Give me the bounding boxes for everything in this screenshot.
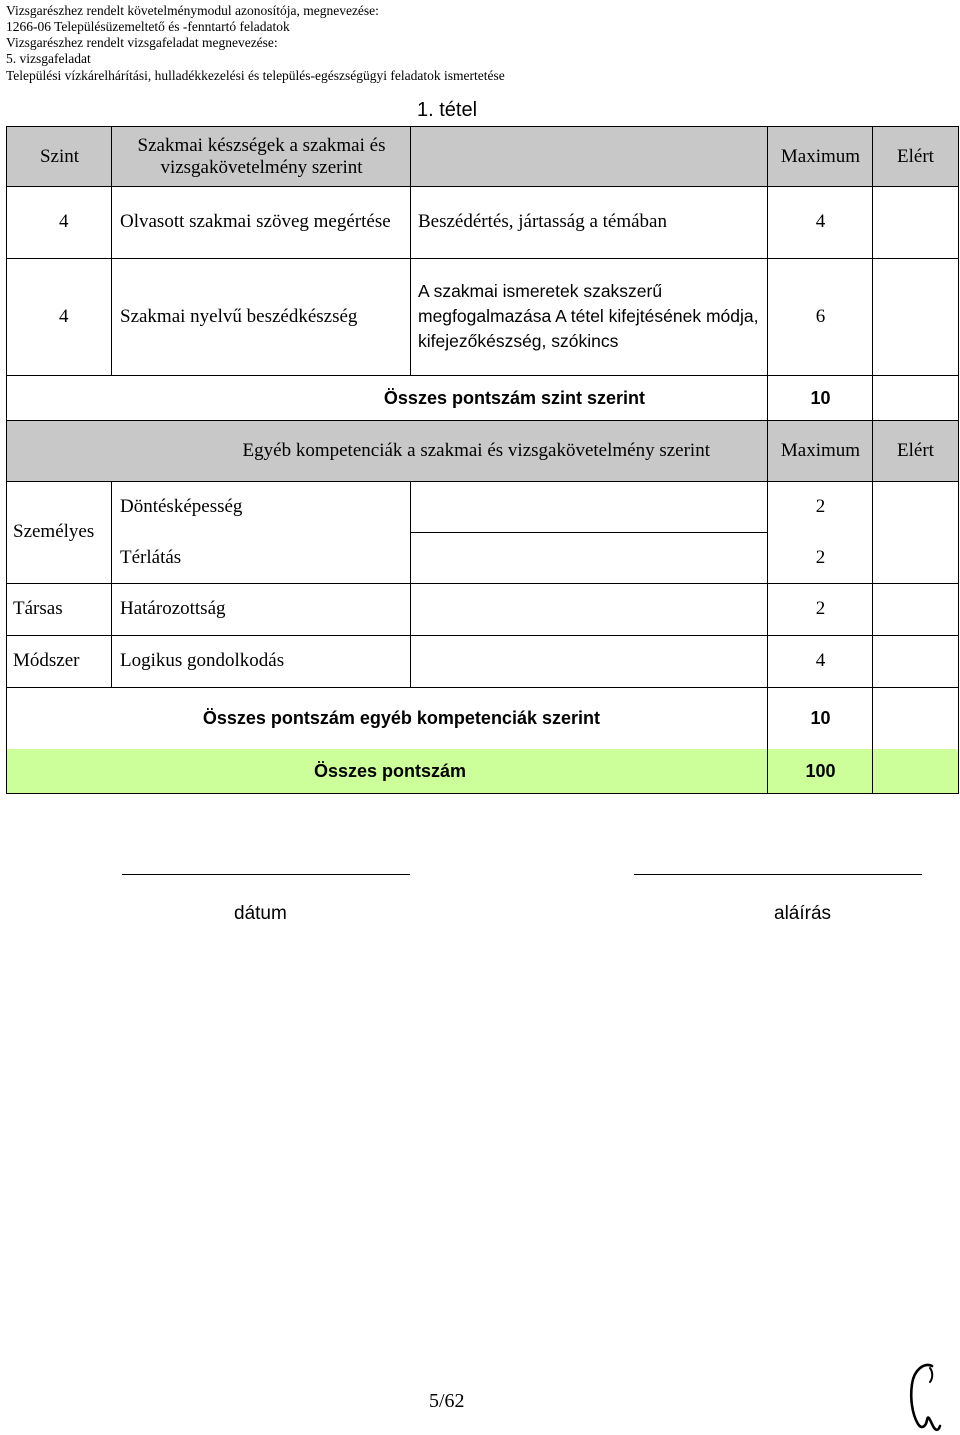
- row1-elert[interactable]: [872, 186, 959, 259]
- item-dontesképesseg: Döntésképesség: [111, 481, 411, 533]
- header-module-label: Vizsgarészhez rendelt követelménymodul azonosítója, megnevezése:: [6, 3, 379, 18]
- row1-maximum: 4: [767, 186, 873, 259]
- date-line: [122, 874, 410, 875]
- competencies-header: Egyéb kompetenciák a szakmai és vizsgakövetelmény szerint: [6, 420, 768, 482]
- col-header-skills: Szakmai készségek a szakmai és vizsgakövetelmény szerint: [111, 126, 411, 187]
- table2-total-value: 10: [767, 687, 873, 750]
- item-hatarozottsag-max: 2: [767, 583, 873, 636]
- item-terlatas-blank: [410, 532, 768, 584]
- item-terlatas: Térlátás: [111, 532, 411, 584]
- group-tarsas: Társas: [6, 583, 112, 636]
- item-terlatas-elert[interactable]: [872, 532, 959, 584]
- item-hatarozottsag: Határozottság: [111, 583, 411, 636]
- header-module-name: 1266-06 Településüzemeltető és -fenntartó feladatok: [6, 19, 290, 34]
- table2-total-label: Összes pontszám egyéb kompetenciák szerint: [6, 687, 768, 750]
- table1-total-value: 10: [767, 375, 873, 421]
- table1-total-elert[interactable]: [872, 375, 959, 421]
- col-header-szint: Szint: [6, 126, 112, 187]
- item-logikus-gondolkodas-max: 4: [767, 635, 873, 688]
- item-hatarozottsag-elert[interactable]: [872, 583, 959, 636]
- row2-skill: Szakmai nyelvű beszédkészség: [111, 258, 411, 376]
- item-logikus-gondolkodas-blank: [410, 635, 768, 688]
- signature-line: [634, 874, 922, 875]
- col-header-description: [410, 126, 768, 187]
- competencies-col-elert: Elért: [872, 420, 959, 482]
- grand-total-label: Összes pontszám: [6, 749, 768, 794]
- row2-szint: 4: [6, 258, 112, 376]
- group-modszer: Módszer: [6, 635, 112, 688]
- row1-szint: 4: [6, 186, 112, 259]
- row2-description: A szakmai ismeretek szakszerű megfogalmazása A tétel kifejtésének módja, kifejezőkészség, szókincs: [410, 258, 768, 376]
- item-logikus-gondolkodas-elert[interactable]: [872, 635, 959, 688]
- handwritten-initial-icon: [900, 1360, 950, 1435]
- col-header-elert: Elért: [872, 126, 959, 187]
- header-task-label: Vizsgarészhez rendelt vizsgafeladat megnevezése:: [6, 35, 278, 50]
- header-task-number: 5. vizsgafeladat: [6, 51, 91, 66]
- table2-total-elert[interactable]: [872, 687, 959, 750]
- grand-total-value: 100: [767, 749, 873, 794]
- section-title: 1. tétel: [417, 99, 478, 121]
- row2-maximum: 6: [767, 258, 873, 376]
- header-task-title: Települési vízkárelhárítási, hulladékkezelési és település-egészségügyi feladatok ismertetése: [6, 68, 505, 83]
- group-szemelyes: Személyes: [6, 481, 112, 584]
- row1-skill: Olvasott szakmai szöveg megértése: [111, 186, 411, 259]
- row2-elert[interactable]: [872, 258, 959, 376]
- col-header-maximum: Maximum: [767, 126, 873, 187]
- item-dontesképesseg-blank: [410, 481, 768, 533]
- item-dontesképesseg-elert[interactable]: [872, 481, 959, 533]
- competencies-col-maximum: Maximum: [767, 420, 873, 482]
- item-logikus-gondolkodas: Logikus gondolkodás: [111, 635, 411, 688]
- item-hatarozottsag-blank: [410, 583, 768, 636]
- item-terlatas-max: 2: [767, 532, 873, 584]
- signature-label: aláírás: [774, 903, 832, 924]
- row1-description: Beszédértés, jártasság a témában: [410, 186, 768, 259]
- grand-total-elert[interactable]: [872, 749, 959, 794]
- table1-total-label: Összes pontszám szint szerint: [6, 375, 768, 421]
- item-dontesképesseg-max: 2: [767, 481, 873, 533]
- page-number: 5/62: [429, 1390, 465, 1412]
- date-label: dátum: [234, 903, 287, 924]
